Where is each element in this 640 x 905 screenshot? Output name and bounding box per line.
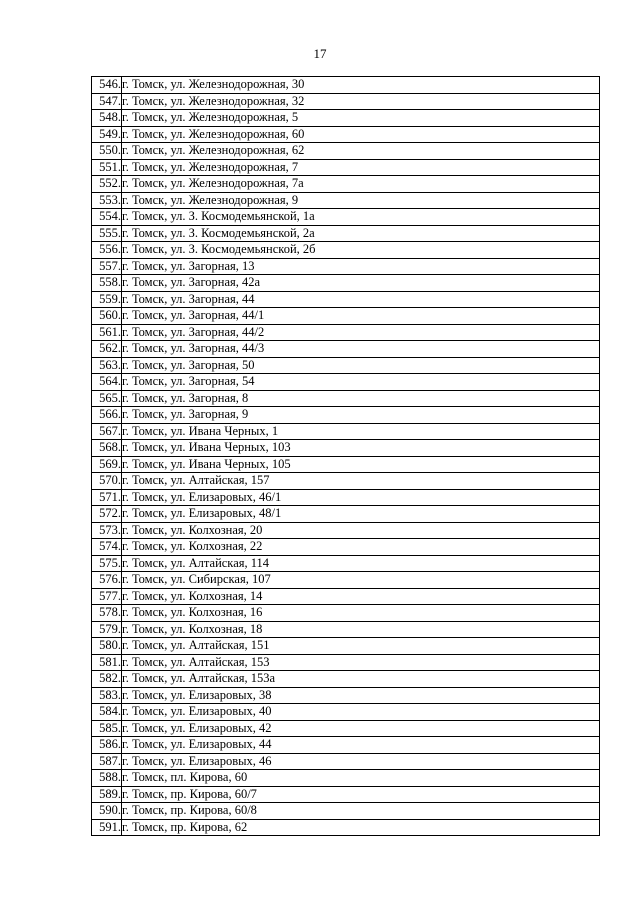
table-row — [92, 159, 600, 176]
table-row — [92, 357, 600, 374]
row-address: г. Томск, ул. З. Космодемьянской, 2а — [122, 225, 600, 242]
row-number: 563. — [92, 357, 122, 374]
table-row — [92, 423, 600, 440]
row-number: 587. — [92, 753, 122, 770]
row-number: 564. — [92, 374, 122, 391]
row-number: 548. — [92, 110, 122, 127]
row-address: г. Томск, ул. Алтайская, 153а — [122, 671, 600, 688]
table-row — [92, 93, 600, 110]
row-number: 572. — [92, 506, 122, 523]
table-row — [92, 819, 600, 836]
row-address: г. Томск, ул. Железнодорожная, 32 — [122, 93, 600, 110]
row-number: 588. — [92, 770, 122, 787]
row-number: 585. — [92, 720, 122, 737]
row-number: 568. — [92, 440, 122, 457]
row-address: г. Томск, ул. Елизаровых, 42 — [122, 720, 600, 737]
table-row — [92, 737, 600, 754]
row-number: 581. — [92, 654, 122, 671]
table-row — [92, 786, 600, 803]
table-row — [92, 638, 600, 655]
row-address: г. Томск, пл. Кирова, 60 — [122, 770, 600, 787]
row-address: г. Томск, ул. Загорная, 13 — [122, 258, 600, 275]
row-number: 574. — [92, 539, 122, 556]
table-row — [92, 687, 600, 704]
table-row — [92, 489, 600, 506]
row-address: г. Томск, ул. Алтайская, 157 — [122, 473, 600, 490]
table-row — [92, 440, 600, 457]
table-row — [92, 225, 600, 242]
page-number: 17 — [313, 46, 327, 61]
row-address: г. Томск, ул. Загорная, 9 — [122, 407, 600, 424]
table-row — [92, 258, 600, 275]
row-address: г. Томск, ул. Загорная, 44/3 — [122, 341, 600, 358]
row-address: г. Томск, ул. З. Космодемьянской, 2б — [122, 242, 600, 259]
table-row — [92, 720, 600, 737]
row-address: г. Томск, ул. Алтайская, 114 — [122, 555, 600, 572]
row-number: 579. — [92, 621, 122, 638]
table-row — [92, 605, 600, 622]
row-number: 570. — [92, 473, 122, 490]
row-number: 583. — [92, 687, 122, 704]
row-number: 561. — [92, 324, 122, 341]
table-row — [92, 770, 600, 787]
row-number: 549. — [92, 126, 122, 143]
address-table — [91, 76, 600, 836]
row-number: 582. — [92, 671, 122, 688]
table-row — [92, 572, 600, 589]
row-address: г. Томск, ул. Железнодорожная, 60 — [122, 126, 600, 143]
row-number: 575. — [92, 555, 122, 572]
address-table-body — [92, 77, 600, 836]
row-number: 565. — [92, 390, 122, 407]
row-address: г. Томск, ул. Железнодорожная, 7а — [122, 176, 600, 193]
table-row — [92, 473, 600, 490]
row-number: 571. — [92, 489, 122, 506]
row-number: 566. — [92, 407, 122, 424]
row-address: г. Томск, ул. Ивана Черных, 105 — [122, 456, 600, 473]
table-row — [92, 588, 600, 605]
table-row — [92, 539, 600, 556]
table-row — [92, 308, 600, 325]
row-address: г. Томск, ул. Загорная, 50 — [122, 357, 600, 374]
row-address: г. Томск, ул. Елизаровых, 38 — [122, 687, 600, 704]
table-row — [92, 374, 600, 391]
row-number: 558. — [92, 275, 122, 292]
row-address: г. Томск, ул. Загорная, 8 — [122, 390, 600, 407]
row-number: 555. — [92, 225, 122, 242]
row-number: 589. — [92, 786, 122, 803]
table-row — [92, 555, 600, 572]
row-address: г. Томск, ул. Алтайская, 151 — [122, 638, 600, 655]
table-row — [92, 192, 600, 209]
row-number: 578. — [92, 605, 122, 622]
row-address: г. Томск, ул. Колхозная, 20 — [122, 522, 600, 539]
row-address: г. Томск, ул. Колхозная, 22 — [122, 539, 600, 556]
row-number: 580. — [92, 638, 122, 655]
row-number: 547. — [92, 93, 122, 110]
row-number: 591. — [92, 819, 122, 836]
row-address: г. Томск, пр. Кирова, 60/7 — [122, 786, 600, 803]
row-number: 590. — [92, 803, 122, 820]
row-address: г. Томск, ул. Алтайская, 153 — [122, 654, 600, 671]
table-row — [92, 110, 600, 127]
row-number: 556. — [92, 242, 122, 259]
table-row — [92, 621, 600, 638]
table-row — [92, 143, 600, 160]
row-address: г. Томск, ул. Колхозная, 14 — [122, 588, 600, 605]
row-number: 569. — [92, 456, 122, 473]
table-row — [92, 176, 600, 193]
row-address: г. Томск, ул. Елизаровых, 46/1 — [122, 489, 600, 506]
row-number: 560. — [92, 308, 122, 325]
row-address: г. Томск, ул. Загорная, 42а — [122, 275, 600, 292]
table-row — [92, 522, 600, 539]
table-row — [92, 291, 600, 308]
row-number: 552. — [92, 176, 122, 193]
table-row — [92, 77, 600, 94]
table-row — [92, 324, 600, 341]
table-row — [92, 803, 600, 820]
table-row — [92, 341, 600, 358]
row-number: 586. — [92, 737, 122, 754]
row-address: г. Томск, ул. Загорная, 44 — [122, 291, 600, 308]
row-number: 546. — [92, 77, 122, 94]
row-number: 577. — [92, 588, 122, 605]
row-address: г. Томск, ул. З. Космодемьянской, 1а — [122, 209, 600, 226]
table-row — [92, 275, 600, 292]
row-number: 584. — [92, 704, 122, 721]
row-number: 559. — [92, 291, 122, 308]
row-address: г. Томск, ул. Железнодорожная, 30 — [122, 77, 600, 94]
row-address: г. Томск, ул. Колхозная, 18 — [122, 621, 600, 638]
row-address: г. Томск, ул. Елизаровых, 44 — [122, 737, 600, 754]
row-number: 551. — [92, 159, 122, 176]
row-number: 567. — [92, 423, 122, 440]
row-number: 573. — [92, 522, 122, 539]
row-address: г. Томск, ул. Загорная, 44/2 — [122, 324, 600, 341]
row-number: 557. — [92, 258, 122, 275]
row-address: г. Томск, ул. Железнодорожная, 7 — [122, 159, 600, 176]
table-row — [92, 126, 600, 143]
row-address: г. Томск, ул. Железнодорожная, 62 — [122, 143, 600, 160]
row-address: г. Томск, ул. Ивана Черных, 103 — [122, 440, 600, 457]
row-number: 550. — [92, 143, 122, 160]
row-address: г. Томск, ул. Елизаровых, 46 — [122, 753, 600, 770]
row-address: г. Томск, ул. Загорная, 54 — [122, 374, 600, 391]
table-row — [92, 209, 600, 226]
table-row — [92, 390, 600, 407]
row-number: 562. — [92, 341, 122, 358]
row-address: г. Томск, пр. Кирова, 62 — [122, 819, 600, 836]
table-row — [92, 242, 600, 259]
table-row — [92, 753, 600, 770]
row-number: 554. — [92, 209, 122, 226]
table-row — [92, 407, 600, 424]
row-number: 553. — [92, 192, 122, 209]
table-row — [92, 506, 600, 523]
table-row — [92, 456, 600, 473]
row-number: 576. — [92, 572, 122, 589]
row-address: г. Томск, ул. Колхозная, 16 — [122, 605, 600, 622]
row-address: г. Томск, ул. Елизаровых, 40 — [122, 704, 600, 721]
table-row — [92, 671, 600, 688]
row-address: г. Томск, ул. Железнодорожная, 9 — [122, 192, 600, 209]
row-address: г. Томск, ул. Загорная, 44/1 — [122, 308, 600, 325]
row-address: г. Томск, ул. Ивана Черных, 1 — [122, 423, 600, 440]
row-address: г. Томск, пр. Кирова, 60/8 — [122, 803, 600, 820]
table-row — [92, 704, 600, 721]
row-address: г. Томск, ул. Железнодорожная, 5 — [122, 110, 600, 127]
table-row — [92, 654, 600, 671]
row-address: г. Томск, ул. Елизаровых, 48/1 — [122, 506, 600, 523]
row-address: г. Томск, ул. Сибирская, 107 — [122, 572, 600, 589]
